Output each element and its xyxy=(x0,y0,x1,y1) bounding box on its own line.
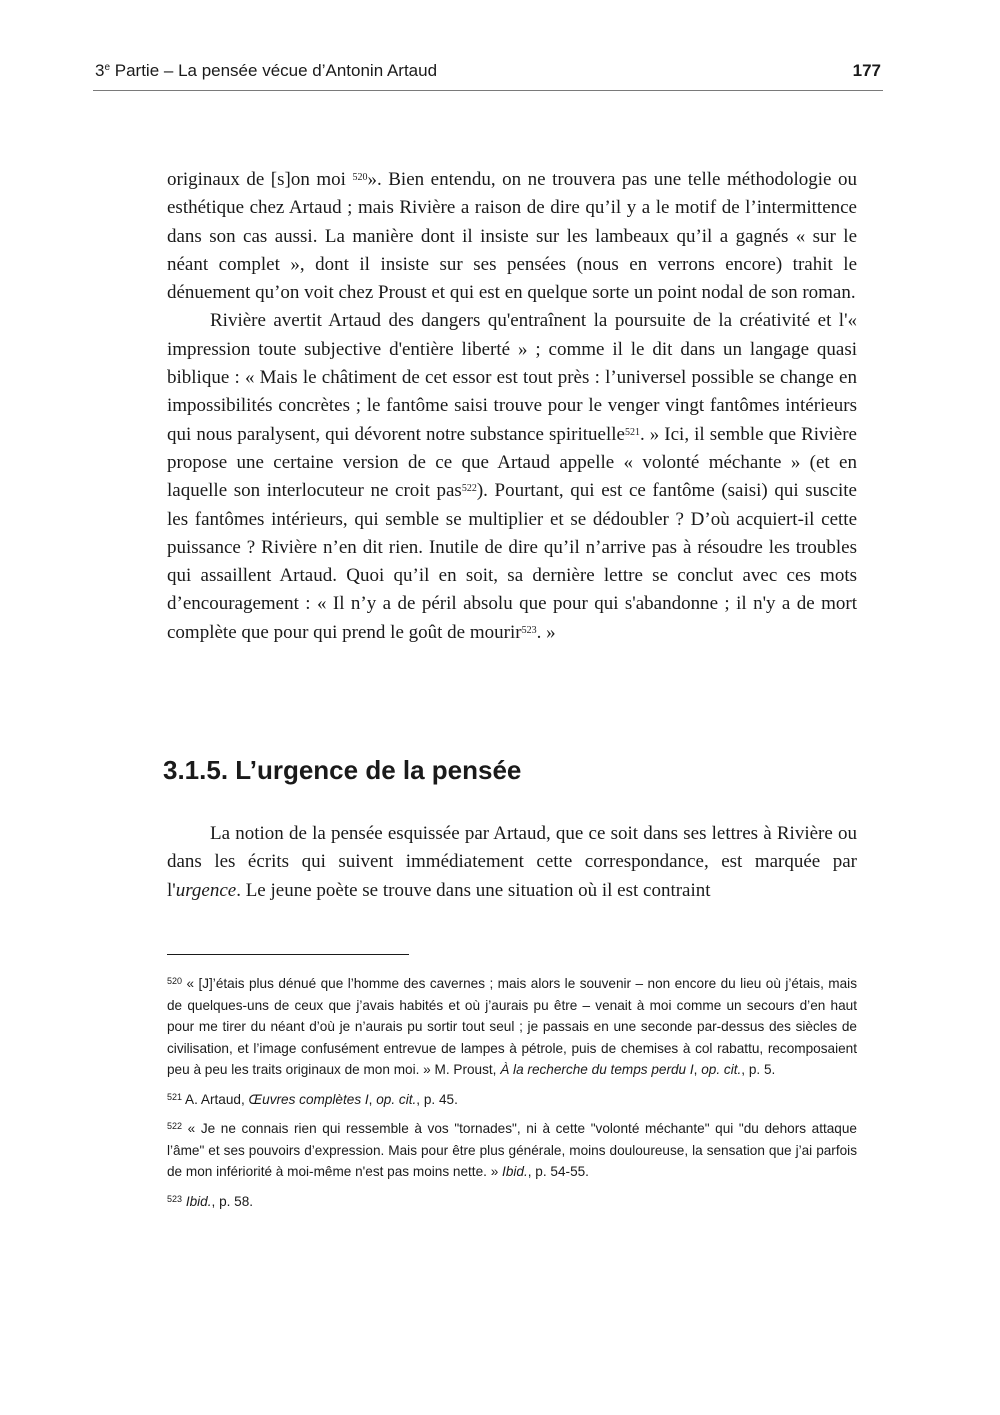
footnote-ref-521[interactable]: 521 xyxy=(624,426,640,438)
section-heading: 3.1.5. L’urgence de la pensée xyxy=(163,755,522,785)
footnote-521: $^{521}$ A. Artaud, Œuvres complètes I, op. cit., p. 45. xyxy=(167,1091,458,1107)
footnote-number: 520 xyxy=(167,976,183,986)
footnote-ref-523[interactable]: 523 xyxy=(521,624,537,636)
footnote-523: $^{523}$ Ibid., p. 58. xyxy=(167,1193,254,1209)
italic-term: urgence xyxy=(175,879,237,901)
footnote-number: 522 xyxy=(167,1121,183,1131)
footnotes xyxy=(167,973,857,1220)
footnote-ref-522[interactable]: 522 xyxy=(461,483,477,495)
footnote-ref-520[interactable]: 520 xyxy=(352,172,368,183)
main-text xyxy=(167,166,857,647)
section-text xyxy=(167,820,857,905)
header-part-title: 3e Partie – La pensée vécue d’Antonin Artaud xyxy=(95,61,438,80)
footnote-522: $^{522}$ « Je ne connais rien qui ressemble à vos "tornades", ni à cette "volonté méchante" qui "du dehors attaque l’âme" et ses pouvoirs d’expression. Mais pour être plus générale, moins douloureuse, la sensation que j’ai parfois de mon infériorité à moi-même n'est pas moins nette. » Ibid., p. 54-55. xyxy=(167,1121,857,1179)
header-part-superscript: e xyxy=(104,62,111,73)
footnote-number: 521 xyxy=(167,1091,183,1102)
paragraph-2: Rivière avertit Artaud des dangers qu'entraînent la poursuite de la créativité et l'« impression toute subjective d'entière liberté » ; comme il le dit dans un langage quasi biblique : « Mais le châtiment de cet essor est tout près : l’universel possible se change en impossibilités concrètes ; le fantôme saisi trouve pour le venger vingt fantômes intérieurs qui nous paralysent, qui dévorent notre substance spirituelle$^{521}$. » Ici, il semble que Rivière propose une certaine version de ce que Artaud appelle « volonté méchante » (et en laquelle son interlocuteur ne croit pas$^{522}$). Pourtant, qui est ce fantôme (saisi) qui suscite les fantômes intérieurs, qui semble se multiplier et se dédoubler ? D’où acquiert-il cette puissance ? Rivière n’en dit rien. Inutile de dire qu’il n’arrive pas à résoudre les troubles qui assaillent Artaud. Quoi qu’il en soit, sa dernière lettre se conclut avec ces mots d’encouragement : « Il n’y a de péril absolu que pour qui s'abandonne ; il n'y a de mort complète que pour qui prend le goût de mourir$^{523}$. » xyxy=(167,310,857,643)
footnote-number: 523 xyxy=(167,1193,183,1204)
footnote-520: $^{520}$ « [J]’étais plus dénué que l’homme des cavernes ; mais alors le souvenir – non encore du lieu où j’étais, mais de quelques-uns de ceux que j’avais habités et où j’aurais pu être – venait à moi comme un secours d’en haut pour me tirer du néant d’où je n’aurais pu sortir tout seul ; je passais en une seconde par-dessus des siècles de civilisation, et l’image confusément entrevue de lampes à pétrole, puis de chemises à col rabattu, recomposaient peu à peu les traits originaux de mon moi. » M. Proust, À la recherche du temps perdu I, op. cit., p. 5. xyxy=(167,976,857,1077)
paragraph-3: La notion de la pensée esquissée par Artaud, que ce soit dans ses lettres à Rivière ou dans les écrits qui suivent immédiatement cette correspondance, est marquée par l'urgence. Le jeune poète se trouve dans une situation où il est contraint xyxy=(167,823,857,901)
running-header xyxy=(93,58,883,91)
paragraph-1: originaux de [s]on moi $^{520}$». Bien entendu, on ne trouvera pas une telle méthodologie ou esthétique chez Artaud ; mais Rivière a raison de dire qu’il y a le motif de l’intermittence dans son cas aussi. La manière dont il insiste sur les lambeaux qu’il a gagnés « sur le néant complet », dont il insiste sur ses pensées (nous en verrons encore) trahit le dénuement qu’on voit chez Proust et qui est en quelque sorte un point nodal de son roman. xyxy=(167,169,857,304)
footnote-separator xyxy=(167,954,409,955)
page-number: 177 xyxy=(852,61,881,80)
